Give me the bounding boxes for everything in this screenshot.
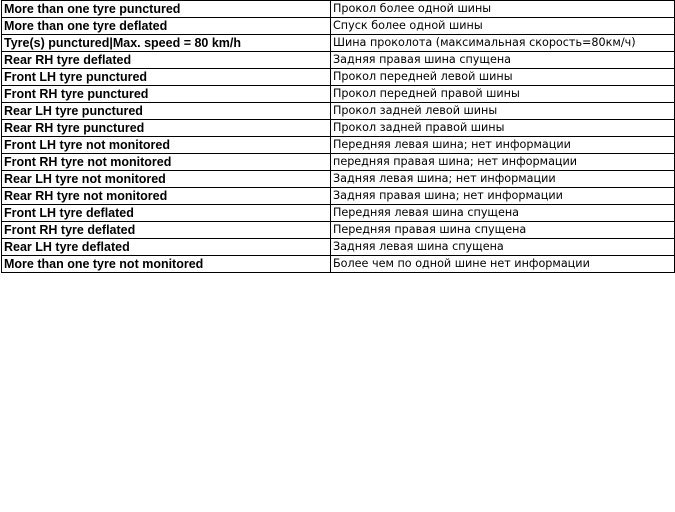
table-row bbox=[2, 188, 675, 205]
english-cell[interactable]: Rear LH tyre not monitored bbox=[2, 171, 331, 188]
table-row bbox=[2, 18, 675, 35]
table-row bbox=[2, 52, 675, 69]
russian-cell[interactable]: Задняя правая шина; нет информации bbox=[331, 188, 675, 205]
table-row bbox=[2, 205, 675, 222]
english-cell[interactable]: Front LH tyre deflated bbox=[2, 205, 331, 222]
english-cell[interactable]: Rear RH tyre deflated bbox=[2, 52, 331, 69]
english-cell[interactable]: More than one tyre deflated bbox=[2, 18, 331, 35]
russian-cell[interactable]: Более чем по одной шине нет информации bbox=[331, 256, 675, 273]
russian-cell[interactable]: Шина проколота (максимальная скорость=80км/ч) bbox=[331, 35, 675, 52]
russian-cell[interactable]: Задняя правая шина спущена bbox=[331, 52, 675, 69]
russian-cell[interactable]: Передняя левая шина спущена bbox=[331, 205, 675, 222]
english-cell[interactable]: Front LH tyre not monitored bbox=[2, 137, 331, 154]
russian-cell[interactable]: Прокол передней правой шины bbox=[331, 86, 675, 103]
english-cell[interactable]: Front RH tyre deflated bbox=[2, 222, 331, 239]
russian-cell[interactable]: Прокол более одной шины bbox=[331, 1, 675, 18]
english-cell[interactable]: Rear RH tyre not monitored bbox=[2, 188, 331, 205]
table-row bbox=[2, 256, 675, 273]
russian-cell[interactable]: Прокол задней левой шины bbox=[331, 103, 675, 120]
table-row bbox=[2, 35, 675, 52]
table-row bbox=[2, 120, 675, 137]
table-row bbox=[2, 103, 675, 120]
russian-cell[interactable]: Спуск более одной шины bbox=[331, 18, 675, 35]
english-cell[interactable]: Tyre(s) punctured|Max. speed = 80 km/h bbox=[2, 35, 331, 52]
russian-cell[interactable]: передняя правая шина; нет информации bbox=[331, 154, 675, 171]
english-cell[interactable]: Rear RH tyre punctured bbox=[2, 120, 331, 137]
english-cell[interactable]: Front RH tyre not monitored bbox=[2, 154, 331, 171]
table-row bbox=[2, 137, 675, 154]
english-cell[interactable]: Front RH tyre punctured bbox=[2, 86, 331, 103]
english-cell[interactable]: Rear LH tyre punctured bbox=[2, 103, 331, 120]
table-row bbox=[2, 239, 675, 256]
translation-table-container bbox=[1, 0, 675, 273]
translation-table-body bbox=[2, 1, 675, 273]
table-row bbox=[2, 86, 675, 103]
table-row bbox=[2, 222, 675, 239]
translation-table bbox=[1, 0, 675, 273]
english-cell[interactable]: More than one tyre punctured bbox=[2, 1, 331, 18]
russian-cell[interactable]: Передняя правая шина спущена bbox=[331, 222, 675, 239]
russian-cell[interactable]: Прокол задней правой шины bbox=[331, 120, 675, 137]
russian-cell[interactable]: Задняя левая шина; нет информации bbox=[331, 171, 675, 188]
table-row bbox=[2, 1, 675, 18]
russian-cell[interactable]: Задняя левая шина спущена bbox=[331, 239, 675, 256]
table-row bbox=[2, 171, 675, 188]
table-row bbox=[2, 154, 675, 171]
english-cell[interactable]: Front LH tyre punctured bbox=[2, 69, 331, 86]
russian-cell[interactable]: Прокол передней левой шины bbox=[331, 69, 675, 86]
english-cell[interactable]: Rear LH tyre deflated bbox=[2, 239, 331, 256]
table-row bbox=[2, 69, 675, 86]
english-cell[interactable]: More than one tyre not monitored bbox=[2, 256, 331, 273]
russian-cell[interactable]: Передняя левая шина; нет информации bbox=[331, 137, 675, 154]
